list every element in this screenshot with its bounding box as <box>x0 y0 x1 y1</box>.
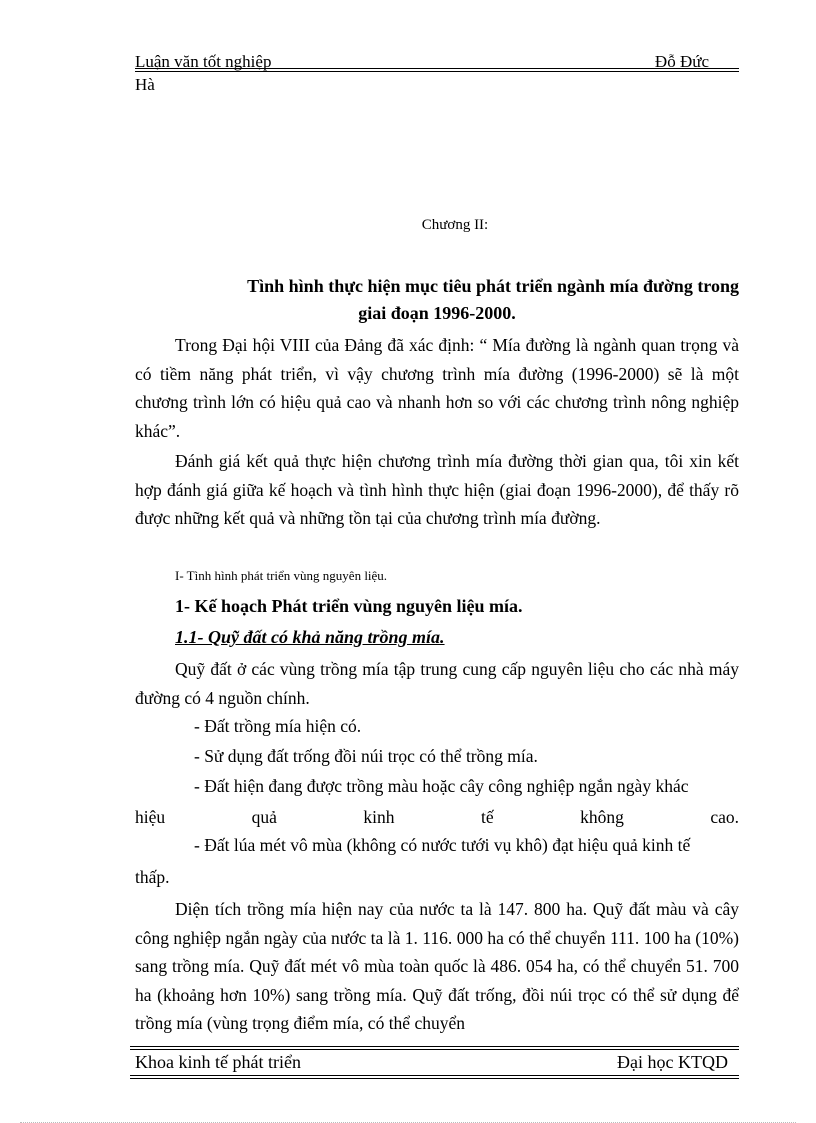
footer-left-text: Khoa kinh tế phát triển <box>135 1052 301 1072</box>
bullet-crop-land-continued: hiệu quả kinh tế không cao. <box>135 807 739 827</box>
header-left-text: Luận văn tốt nghiệp <box>135 52 272 71</box>
footer-rule-double <box>130 1049 739 1050</box>
section-heading-1: 1- Kế hoạch Phát triển vùng nguyên liệu mía. <box>175 596 523 616</box>
paragraph-evaluation: Đánh giá kết quả thực hiện chương trình mía đường thời gian qua, tôi xin kết hợp đánh giá giữa kế hoạch và tình hình thực hiện (giai đoạn 1996-2000), để thấy rõ được những kết quả và những tồn tại của chương trình mía đường. <box>135 451 739 528</box>
section-heading-small: I- Tình hình phát triển vùng nguyên liệu. <box>175 568 388 583</box>
footer-bottom-rule <box>130 1075 739 1076</box>
header-rule-double <box>135 71 739 72</box>
paragraph-land-sources: Quỹ đất ở các vùng trồng mía tập trung cung cấp nguyên liệu cho các nhà máy đường có 4 nguồn chính. <box>135 659 739 708</box>
section-heading-1-1: 1.1- Quỹ đất có khả năng trồng mía. <box>175 627 445 647</box>
footer-right-text: Đại học KTQD <box>617 1052 728 1072</box>
footer-rule <box>130 1046 739 1047</box>
paragraph-intro: Trong Đại hội VIII của Đảng đã xác định: “ Mía đường là ngành quan trọng và có tiềm năng phát triển, vì vậy chương trình mía đường (1996-2000) sẽ là một chương trình lớn có hiệu quả cao và nhanh hơn so với các chương trình nông nghiệp khác”. <box>135 335 739 441</box>
bullet-existing-land: - Đất trồng mía hiện có. <box>194 716 362 736</box>
header-continuation: Hà <box>135 75 155 94</box>
chapter-title-line2: giai đoạn 1996-2000. <box>358 303 516 323</box>
bullet-rice-land: - Đất lúa mét vô mùa (không có nước tưới vụ khô) đạt hiệu quả kinh tế <box>194 835 691 855</box>
paragraph-area-statistics: Diện tích trồng mía hiện nay của nước ta là 147. 800 ha. Quỹ đất màu và cây công nghiệp ngắn ngày của nước ta là 1. 116. 000 ha có thể chuyển 111. 100 ha (10%) sang trồng mía. Quỹ đất mét vô mùa toàn quốc là 486. 054 ha, có thể chuyển 51. 700 ha (khoảng hơn 10%) sang trồng mía. Quỹ đất trống, đồi núi trọc có thể sử dụng để trồng mía (vùng trọng điểm mía, có thể chuyển <box>135 899 739 1033</box>
bullet-rice-land-continued: thấp. <box>135 867 170 887</box>
header-right-text: Đỗ Đức <box>654 52 709 71</box>
bullet-crop-land: - Đất hiện đang được trồng màu hoặc cây công nghiệp ngắn ngày khác <box>194 776 689 796</box>
bullet-bare-hills: - Sử dụng đất trống đồi núi trọc có thể trồng mía. <box>194 746 538 766</box>
chapter-title <box>135 273 739 327</box>
chapter-label: Chương II: <box>421 217 489 233</box>
page-header <box>135 52 739 72</box>
footer-bottom-rule-double <box>130 1078 739 1079</box>
header-rule <box>135 68 739 69</box>
chapter-title-line1: Tình hình thực hiện mục tiêu phát triển ngành mía đường trong <box>247 276 739 296</box>
